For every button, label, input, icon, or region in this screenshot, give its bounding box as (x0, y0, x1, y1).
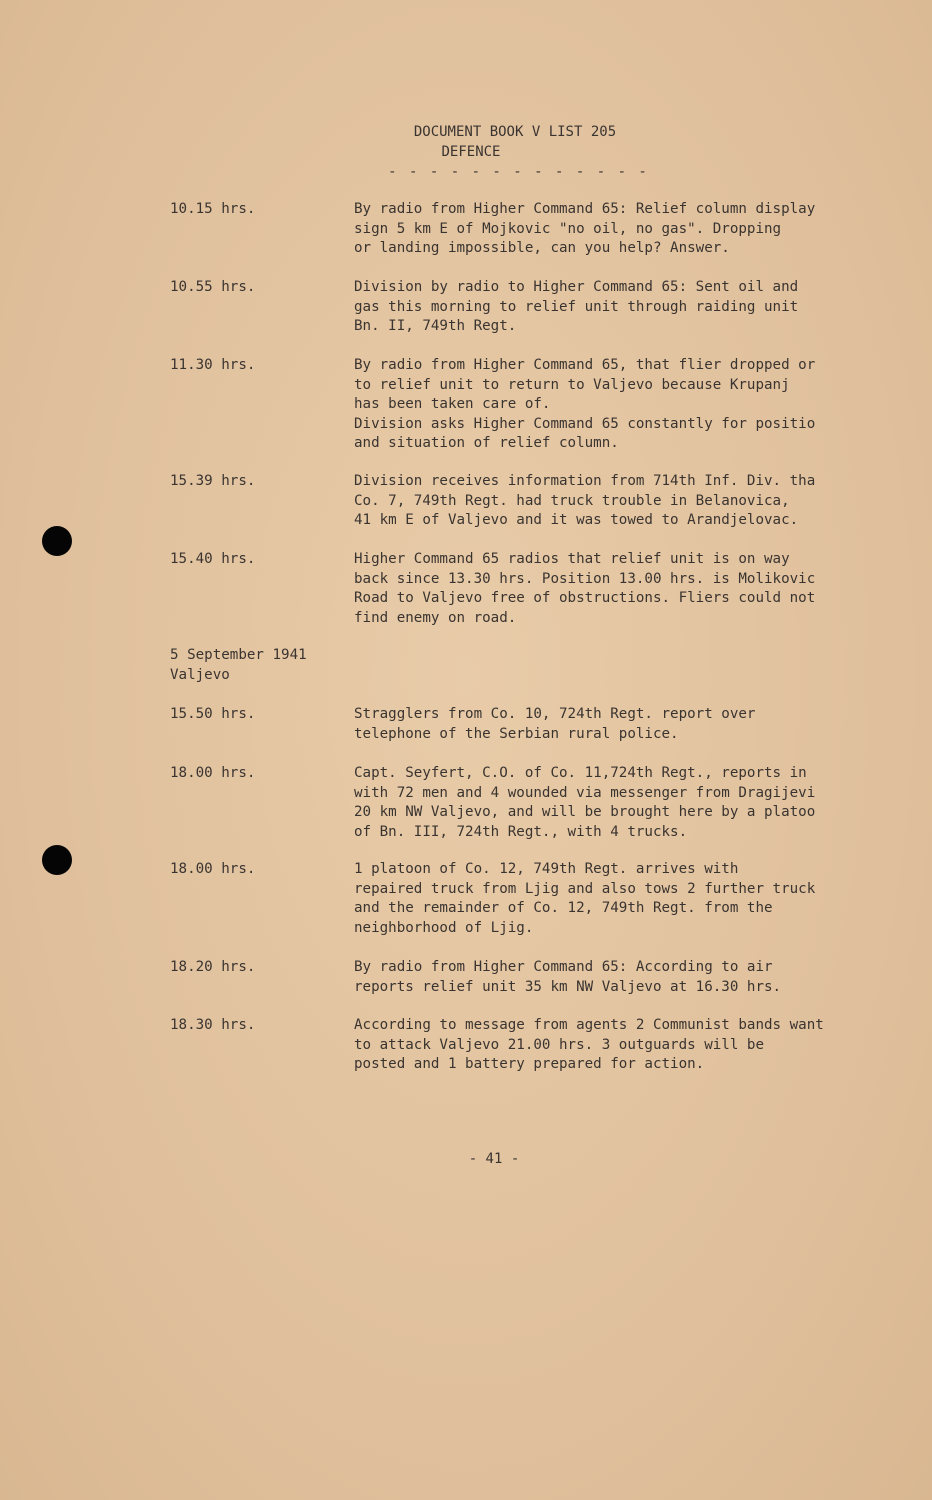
entry-line: repaired truck from Ljig and also tows 2 further truck (354, 880, 816, 897)
entry-line: Co. 7, 749th Regt. had truck trouble in Belanovica, (354, 492, 790, 509)
entry-line: reports relief unit 35 km NW Valjevo at 16.30 hrs. (354, 978, 782, 995)
entry-line: sign 5 km E of Mojkovic "no oil, no gas". Dropping (354, 220, 782, 237)
entry-text (354, 705, 894, 744)
entry-text (354, 200, 894, 259)
entry-time: 18.20 hrs. (170, 959, 256, 975)
entry-line: Road to Valjevo free of obstructions. Fliers could not (354, 590, 816, 606)
entry-line: By radio from Higher Command 65: According to air (354, 959, 773, 975)
entry-line: 41 km E of Valjevo and it was towed to Arandjelovac. (354, 512, 799, 528)
entry-line: to attack Valjevo 21.00 hrs. 3 outguards will be (354, 1036, 764, 1053)
entry-line: posted and 1 battery prepared for action. (354, 1056, 705, 1072)
entry-line: Higher Command 65 radios that relief unit is on way (354, 551, 790, 567)
document-header (0, 122, 932, 182)
header-rule: - - - - - - - - - - - - - (388, 164, 649, 180)
entry-text (354, 764, 894, 842)
entry-line: find enemy on road. (354, 609, 517, 626)
entry-time: 11.30 hrs. (170, 357, 256, 373)
entry-line: Division receives information from 714th Inf. Div. tha (354, 473, 816, 489)
entry-line: Division asks Higher Command 65 constantly for positio (354, 415, 816, 432)
entry-line: 20 km NW Valjevo, and will be brought here by a platoo (354, 804, 816, 820)
entry-line: neighborhood of Ljig. (354, 919, 534, 936)
entry-time: 15.39 hrs. (170, 473, 256, 489)
entry-line: Bn. II, 749th Regt. (354, 318, 517, 334)
entry-line: of Bn. III, 724th Regt., with 4 trucks. (354, 823, 688, 840)
entry-line: with 72 men and 4 wounded via messenger from Dragijevi (354, 784, 816, 801)
entry-line: and situation of relief column. (354, 435, 619, 451)
entry-line: gas this morning to relief unit through raiding unit (354, 298, 799, 315)
entry-text (354, 472, 894, 531)
entry-time: 18.00 hrs. (170, 765, 256, 781)
date-block (170, 646, 307, 685)
date-line: 5 September 1941 (170, 647, 307, 663)
entry-line: to relief unit to return to Valjevo because Krupanj (354, 376, 790, 393)
document-title: DOCUMENT BOOK V LIST 205 (413, 124, 617, 140)
punch-hole (42, 845, 72, 875)
entry-text (354, 860, 894, 938)
entry-text (354, 356, 894, 454)
entry-text (354, 278, 894, 337)
page-number: - 41 - (468, 1151, 520, 1167)
entry-time: 18.30 hrs. (170, 1017, 256, 1033)
entry-time: 15.40 hrs. (170, 551, 256, 567)
entry-line: or landing impossible, can you help? Answer. (354, 240, 730, 256)
entry-text (354, 958, 894, 997)
entry-line: telephone of the Serbian rural police. (354, 725, 679, 742)
entry-text (354, 1016, 894, 1075)
entry-line: By radio from Higher Command 65, that flier dropped or (354, 357, 816, 373)
entry-time: 10.15 hrs. (170, 201, 256, 217)
entry-line: According to message from agents 2 Communist bands want (354, 1017, 824, 1033)
entry-line: has been taken care of. (354, 396, 551, 412)
entry-line: 1 platoon of Co. 12, 749th Regt. arrives with (354, 861, 739, 877)
entry-line: and the remainder of Co. 12, 749th Regt. from the (354, 900, 773, 916)
entry-time: 15.50 hrs. (170, 706, 256, 722)
entry-line: Capt. Seyfert, C.O. of Co. 11,724th Regt., reports in (354, 765, 807, 781)
entry-line: Division by radio to Higher Command 65: Sent oil and (354, 279, 799, 295)
entry-text (354, 550, 894, 628)
entry-line: By radio from Higher Command 65: Relief column display (354, 201, 816, 217)
document-subtitle: DEFENCE (441, 144, 501, 160)
punch-hole (42, 526, 72, 556)
entry-time: 10.55 hrs. (170, 279, 256, 295)
entry-line: back since 13.30 hrs. Position 13.00 hrs. is Molikovic (354, 570, 816, 587)
entry-line: Stragglers from Co. 10, 724th Regt. report over (354, 706, 756, 722)
place-line: Valjevo (170, 666, 230, 683)
entry-time: 18.00 hrs. (170, 861, 256, 877)
